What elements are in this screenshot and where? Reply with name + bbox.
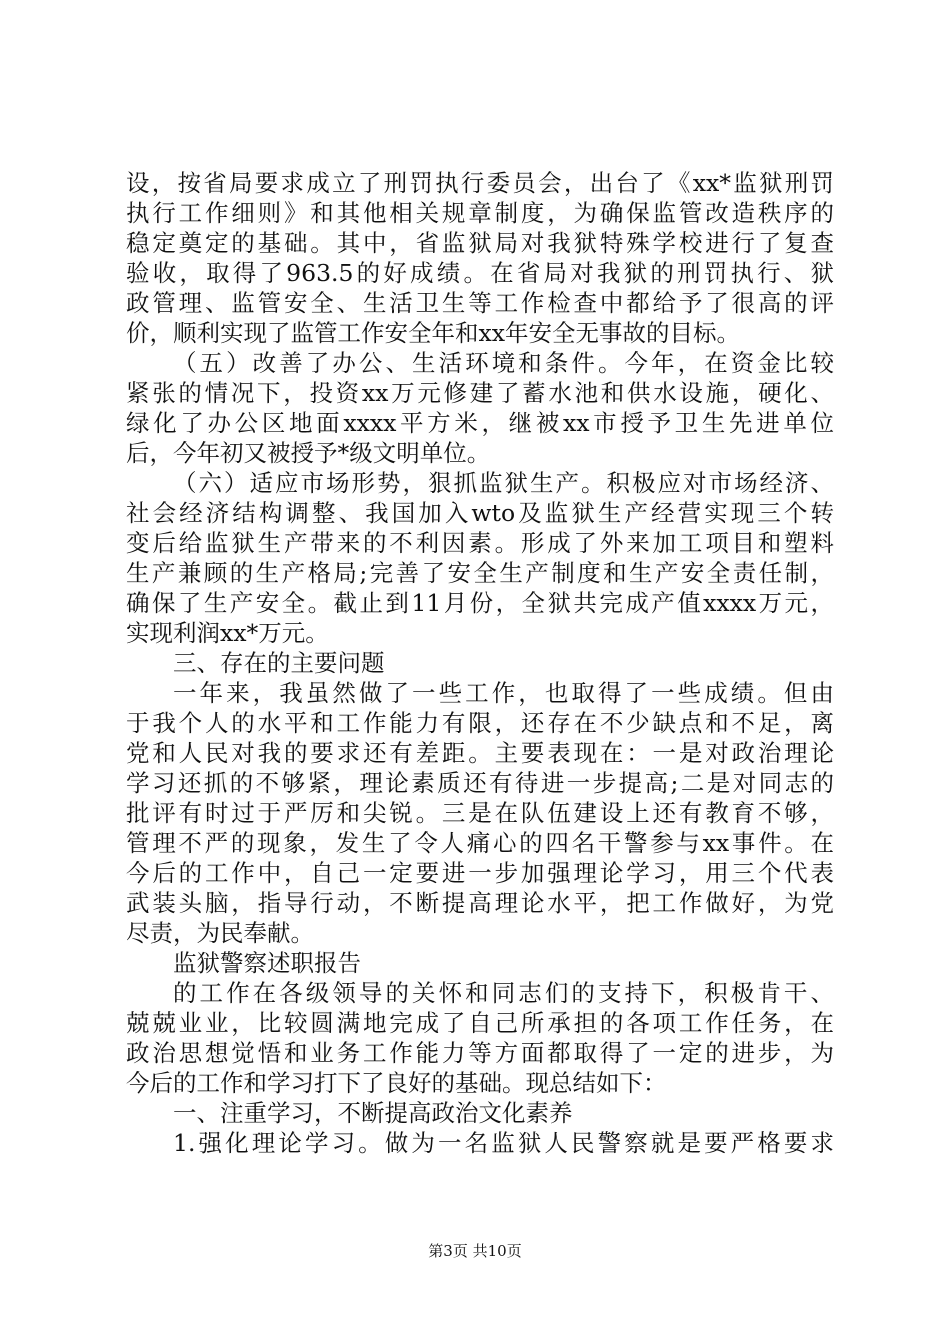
document-body <box>126 168 834 1158</box>
text-line: 变后给监狱生产带来的不利因素。形成了外来加工项目和塑料 <box>126 529 834 557</box>
paragraph-start: 一年来，我虽然做了一些工作，也取得了一些成绩。但由 <box>173 679 834 707</box>
text-line: 尽责，为民奉献。 <box>126 919 314 947</box>
text-line: 政管理、监管安全、生活卫生等工作检查中都给予了很高的评 <box>126 289 834 317</box>
text-line: 党和人民对我的要求还有差距。主要表现在：一是对政治理论 <box>126 739 834 767</box>
text-line: 设，按省局要求成立了刑罚执行委员会，出台了《xx*监狱刑罚 <box>126 169 834 197</box>
section-heading-5: （五）改善了办公、生活环境和条件。今年，在资金比较 <box>173 349 834 377</box>
text-line: 武装头脑，指导行动，不断提高理论水平，把工作做好，为党 <box>126 889 834 917</box>
text-line: 兢兢业业，比较圆满地完成了自己所承担的各项工作任务，在 <box>126 1009 834 1037</box>
text-line: 执行工作细则》和其他相关规章制度，为确保监管改造秩序的 <box>126 199 834 227</box>
text-line: 社会经济结构调整、我国加入wto及监狱生产经营实现三个转 <box>126 499 834 527</box>
text-line: 实现利润xx*万元。 <box>126 619 329 647</box>
text-line: 绿化了办公区地面xxxx平方米，继被xx市授予卫生先进单位 <box>126 409 834 437</box>
paragraph-start: 的工作在各级领导的关怀和同志们的支持下，积极肯干、 <box>173 979 834 1007</box>
text-line: 学习还抓的不够紧，理论素质还有待进一步提高;二是对同志的 <box>126 769 834 797</box>
text-line: 验收，取得了963.5的好成绩。在省局对我狱的刑罚执行、狱 <box>126 259 834 287</box>
text-line: 稳定奠定的基础。其中，省监狱局对我狱特殊学校进行了复查 <box>126 229 834 257</box>
text-line: 确保了生产安全。截止到11月份，全狱共完成产值xxxx万元， <box>126 589 834 617</box>
text-line: 价，顺利实现了监管工作安全年和xx年安全无事故的目标。 <box>126 319 741 347</box>
text-line: 政治思想觉悟和业务工作能力等方面都取得了一定的进步，为 <box>126 1039 834 1067</box>
text-line: 今后的工作中，自己一定要进一步加强理论学习，用三个代表 <box>126 859 834 887</box>
text-line: 于我个人的水平和工作能力有限，还存在不少缺点和不足，离 <box>126 709 834 737</box>
text-line: 今后的工作和学习打下了良好的基础。现总结如下： <box>126 1069 667 1097</box>
text-line: 后，今年初又被授予*级文明单位。 <box>126 439 491 467</box>
text-line: 生产兼顾的生产格局;完善了安全生产制度和生产安全责任制， <box>126 559 834 587</box>
report-title: 监狱警察述职报告 <box>173 949 361 977</box>
text-line: 管理不严的现象，发生了令人痛心的四名干警参与xx事件。在 <box>126 829 834 857</box>
text-line: 紧张的情况下，投资xx万元修建了蓄水池和供水设施，硬化、 <box>126 379 834 407</box>
section-heading-1: 一、注重学习，不断提高政治文化素养 <box>173 1099 573 1127</box>
subsection-heading: 1.强化理论学习。做为一名监狱人民警察就是要严格要求 <box>173 1129 834 1157</box>
text-line: 批评有时过于严厉和尖锐。三是在队伍建设上还有教育不够， <box>126 799 834 827</box>
section-heading-3: 三、存在的主要问题 <box>173 649 385 677</box>
page-number: 第3页 共10页 <box>428 1242 522 1260</box>
section-heading-6: （六）适应市场形势，狠抓监狱生产。积极应对市场经济、 <box>173 469 834 497</box>
